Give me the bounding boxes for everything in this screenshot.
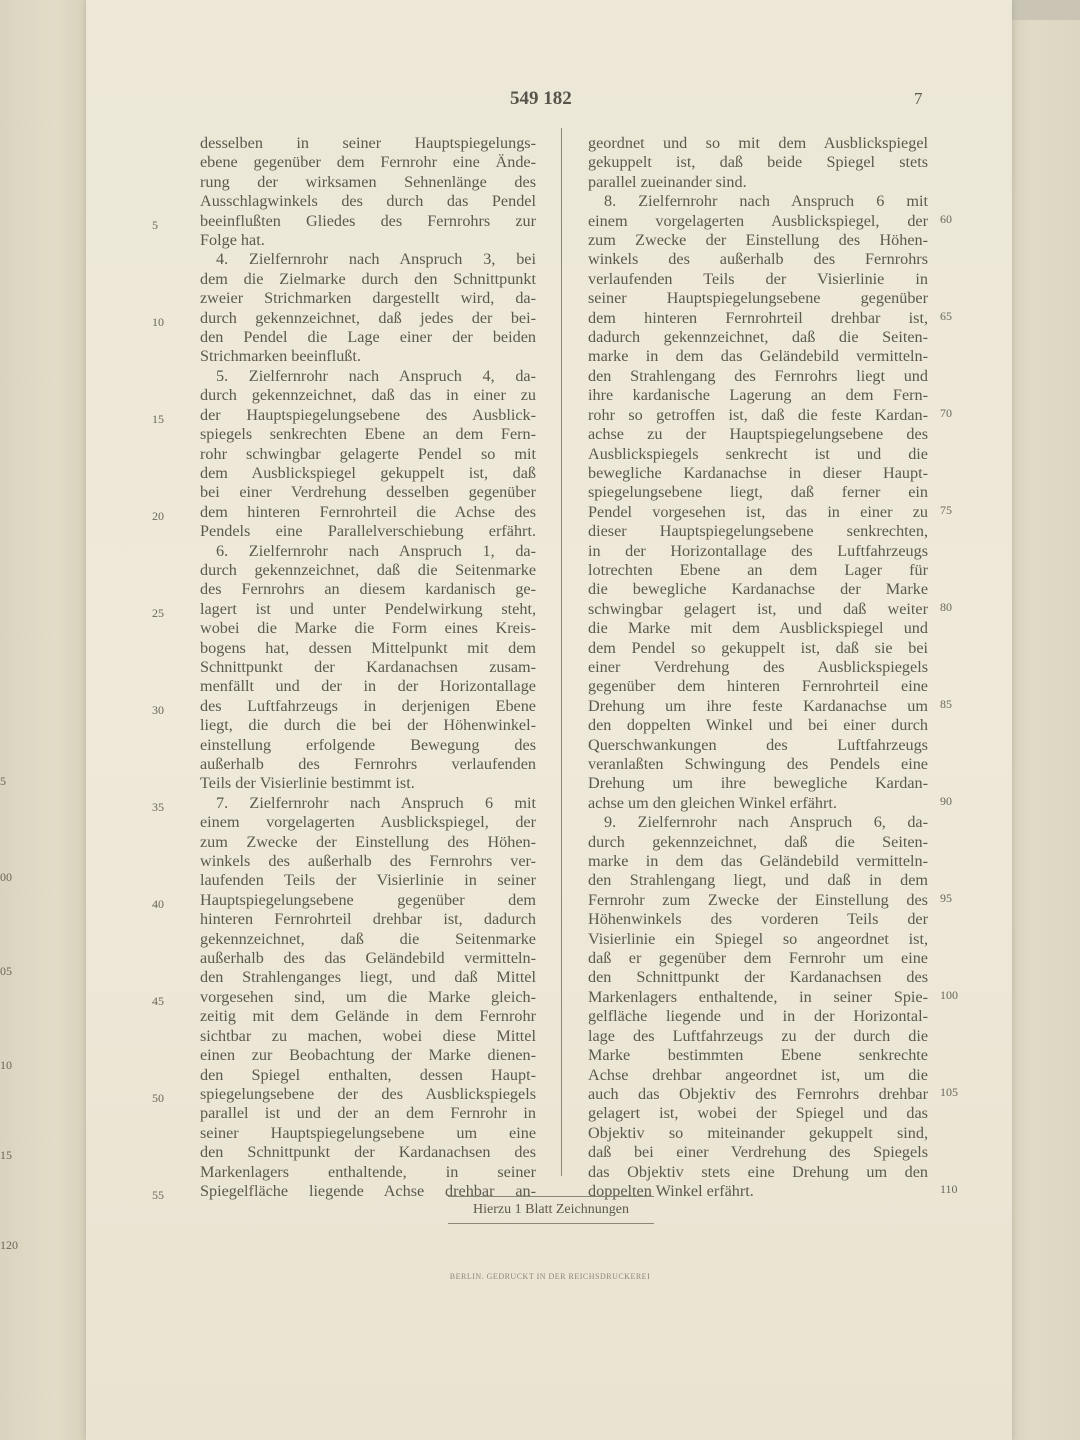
line-number: 30 bbox=[152, 703, 164, 717]
line-number: 75 bbox=[940, 503, 952, 517]
text-line: die Marke mit dem Ausblickspiegel und bbox=[588, 619, 928, 638]
text-line: zweier Strichmarken dargestellt wird, da- bbox=[200, 289, 536, 308]
text-line: verlaufenden Teils der Visierlinie in bbox=[588, 269, 928, 288]
text-line: dem hinteren Fernrohrteil die Achse des bbox=[200, 502, 536, 521]
text-line: sichtbar zu machen, wobei diese Mittel bbox=[200, 1026, 536, 1045]
printer-imprint: BERLIN. GEDRUCKT IN DER REICHSDRUCKEREI bbox=[449, 1272, 651, 1281]
text-line: bei einer Verdrehung desselben gegenüber bbox=[200, 483, 536, 502]
line-number: 110 bbox=[940, 1182, 958, 1196]
text-line: zum Zwecke der Einstellung des Höhen- bbox=[588, 231, 928, 250]
text-line: durch gekennzeichnet, daß die Seitenmarke bbox=[200, 560, 536, 579]
text-line: den Strahlenganges liegt, und daß Mittel bbox=[200, 968, 536, 987]
text-line: einem vorgelagerten Ausblickspiegel, der bbox=[200, 813, 536, 832]
text-line: dem Ausblickspiegel gekuppelt ist, daß bbox=[200, 463, 536, 482]
text-line: 4. Zielfernrohr nach Anspruch 3, bei bbox=[216, 250, 536, 269]
text-line: den Strahlengang des Fernrohrs liegt und bbox=[588, 366, 928, 385]
text-line: wobei die Marke die Form eines Kreis- bbox=[200, 619, 536, 638]
line-number: 120 bbox=[0, 1238, 18, 1252]
line-number: 70 bbox=[940, 406, 952, 420]
line-number: 105 bbox=[940, 1085, 958, 1099]
line-number: 55 bbox=[152, 1188, 164, 1202]
text-line: parallel zueinander sind. bbox=[588, 172, 747, 191]
line-number: 20 bbox=[152, 509, 164, 523]
text-line: den Spiegel enthalten, dessen Haupt- bbox=[200, 1065, 536, 1084]
text-line: den Pendel die Lage einer der beiden bbox=[200, 328, 536, 347]
line-number: 60 bbox=[940, 212, 952, 226]
line-number: 85 bbox=[940, 697, 952, 711]
text-line: rohr schwingbar gelagerte Pendel so mit bbox=[200, 444, 536, 463]
text-line: gelagert ist, wobei der Spiegel und das bbox=[588, 1104, 928, 1123]
text-line: zeitig mit dem Gelände in dem Fernrohr bbox=[200, 1007, 536, 1026]
text-line: Hauptspiegelungsebene gegenüber dem bbox=[200, 890, 536, 909]
text-line: liegt, die durch die bei der Höhenwinkel- bbox=[200, 716, 536, 735]
text-line: einem vorgelagerten Ausblickspiegel, der bbox=[588, 211, 928, 230]
text-line: achse um den gleichen Winkel erfährt. bbox=[588, 793, 837, 812]
text-line: Strichmarken beeinflußt. bbox=[200, 347, 361, 366]
text-line: gelfläche liegende und in der Horizontal- bbox=[588, 1007, 928, 1026]
text-line: beeinflußten Gliedes des Fernrohrs zur bbox=[200, 211, 536, 230]
text-line: des Luftfahrzeugs in derjenigen Ebene bbox=[200, 696, 536, 715]
text-line: gekuppelt ist, daß beide Spiegel stets bbox=[588, 153, 928, 172]
text-line: daß bei einer Verdrehung des Spiegels bbox=[588, 1143, 928, 1162]
text-line: Spiegelfläche liegende Achse drehbar an- bbox=[200, 1181, 536, 1200]
text-line: gegenüber dem hinteren Fernrohrteil eine bbox=[588, 677, 928, 696]
text-line: schwingbar gelagert ist, und daß weiter bbox=[588, 599, 928, 618]
text-line: des Fernrohrs an diesem kardanisch ge- bbox=[200, 580, 536, 599]
text-line: auch das Objektiv des Fernrohrs drehbar bbox=[588, 1084, 928, 1103]
text-line: spiegelungsebene liegt, daß ferner ein bbox=[588, 483, 928, 502]
drawings-note: Hierzu 1 Blatt Zeichnungen bbox=[448, 1196, 654, 1224]
text-line: dem hinteren Fernrohrteil drehbar ist, bbox=[588, 308, 928, 327]
text-line: Markenlagers enthaltende, in seiner Spie- bbox=[588, 987, 928, 1006]
text-line: Folge hat. bbox=[200, 231, 265, 250]
text-line: doppelten Winkel erfährt. bbox=[588, 1181, 754, 1200]
text-line: 6. Zielfernrohr nach Anspruch 1, da- bbox=[216, 541, 536, 560]
text-line: seiner Hauptspiegelungsebene gegenüber bbox=[588, 289, 928, 308]
text-line: einer Verdrehung des Ausblickspiegels bbox=[588, 657, 928, 676]
text-line: laufenden Teils der Visierlinie in seiner bbox=[200, 871, 536, 890]
line-number: 00 bbox=[0, 870, 12, 884]
text-line: rohr so getroffen ist, daß die feste Kardan- bbox=[588, 405, 928, 424]
text-line: den Schnittpunkt der Kardanachsen des bbox=[200, 1143, 536, 1162]
line-number: 90 bbox=[940, 794, 952, 808]
text-line: dem die Zielmarke durch den Schnittpunkt bbox=[200, 269, 536, 288]
text-line: 8. Zielfernrohr nach Anspruch 6 mit bbox=[604, 192, 928, 211]
line-number: 50 bbox=[152, 1091, 164, 1105]
text-line: 5. Zielfernrohr nach Anspruch 4, da- bbox=[216, 366, 536, 385]
text-line: bewegliche Kardanachse in dieser Haupt- bbox=[588, 463, 928, 482]
text-line: dieser Hauptspiegelungsebene senkrechten, bbox=[588, 522, 928, 541]
text-line: marke in dem das Geländebild vermitteln- bbox=[588, 852, 928, 871]
text-line: desselben in seiner Hauptspiegelungs- bbox=[200, 134, 536, 152]
line-number: 15 bbox=[152, 412, 164, 426]
text-line: einen zur Beobachtung der Marke dienen- bbox=[200, 1046, 536, 1065]
text-column-right bbox=[588, 134, 928, 1201]
text-line: veranlaßten Schwingung des Pendels eine bbox=[588, 755, 928, 773]
text-line: winkels des außerhalb des Fernrohrs ver- bbox=[200, 852, 536, 871]
text-line: Achse drehbar angeordnet ist, um die bbox=[588, 1065, 928, 1084]
text-line: geordnet und so mit dem Ausblickspiegel bbox=[588, 134, 928, 152]
text-line: Fernrohr zum Zwecke der Einstellung des bbox=[588, 890, 928, 909]
text-line: Teils der Visierlinie bestimmt ist. bbox=[200, 774, 415, 793]
text-line: in der Horizontallage des Luftfahrzeugs bbox=[588, 541, 928, 560]
text-line: zum Zwecke der Einstellung des Höhen- bbox=[200, 832, 536, 851]
text-line: menfällt und der in der Horizontallage bbox=[200, 677, 536, 696]
text-line: Drehung um ihre bewegliche Kardan- bbox=[588, 774, 928, 793]
line-number: 5 bbox=[152, 218, 158, 232]
text-line: gekennzeichnet, daß die Seitenmarke bbox=[200, 929, 536, 948]
text-line: Markenlagers enthaltende, in seiner bbox=[200, 1162, 536, 1181]
text-line: außerhalb des Fernrohrs verlaufenden bbox=[200, 755, 536, 773]
text-line: lage des Luftfahrzeugs zu der durch die bbox=[588, 1026, 928, 1045]
text-line: einstellung erfolgende Bewegung des bbox=[200, 735, 536, 754]
text-line: den Schnittpunkt der Kardanachsen des bbox=[588, 968, 928, 987]
text-line: Querschwankungen des Luftfahrzeugs bbox=[588, 735, 928, 754]
text-line: dem Pendel so gekuppelt ist, daß sie bei bbox=[588, 638, 928, 657]
text-line: dadurch gekennzeichnet, daß die Seiten- bbox=[588, 328, 928, 347]
text-line: ebene gegenüber dem Fernrohr eine Ände- bbox=[200, 153, 536, 172]
line-number: 15 bbox=[0, 1148, 12, 1162]
text-line: spiegelungsebene der des Ausblickspiegels bbox=[200, 1084, 536, 1103]
text-line: durch gekennzeichnet, daß das in einer zu bbox=[200, 386, 536, 405]
text-line: Drehung um ihre feste Kardanachse um bbox=[588, 696, 928, 715]
line-number: 5 bbox=[0, 774, 6, 788]
line-number: 45 bbox=[152, 994, 164, 1008]
text-line: marke in dem das Geländebild vermitteln- bbox=[588, 347, 928, 366]
line-number: 35 bbox=[152, 800, 164, 814]
line-number: 10 bbox=[0, 1058, 12, 1072]
text-line: den Strahlengang liegt, und daß in dem bbox=[588, 871, 928, 890]
text-line: Objektiv so miteinander gekuppelt sind, bbox=[588, 1123, 928, 1142]
text-line: bogens hat, dessen Mittelpunkt mit dem bbox=[200, 638, 536, 657]
line-number: 65 bbox=[940, 309, 952, 323]
text-line: der Hauptspiegelungsebene des Ausblick- bbox=[200, 405, 536, 424]
text-line: 7. Zielfernrohr nach Anspruch 6 mit bbox=[216, 793, 536, 812]
line-number: 05 bbox=[0, 964, 12, 978]
text-line: Pendels eine Parallelverschiebung erfährt. bbox=[200, 522, 536, 541]
adjacent-page-left bbox=[0, 0, 90, 1440]
text-line: durch gekennzeichnet, daß die Seiten- bbox=[588, 832, 928, 851]
text-line: Höhenwinkels des vorderen Teils der bbox=[588, 910, 928, 929]
text-line: achse zu der Hauptspiegelungsebene des bbox=[588, 425, 928, 444]
text-line: außerhalb des das Geländebild vermitteln- bbox=[200, 949, 536, 968]
text-line: den doppelten Winkel und bei einer durch bbox=[588, 716, 928, 735]
text-line: daß er gegenüber dem Fernrohr um eine bbox=[588, 949, 928, 968]
line-number: 95 bbox=[940, 891, 952, 905]
text-line: vorgesehen sind, um die Marke gleich- bbox=[200, 987, 536, 1006]
text-line: rung der wirksamen Sehnenlänge des bbox=[200, 172, 536, 191]
text-line: Ausschlagwinkels des durch das Pendel bbox=[200, 192, 536, 211]
text-column-left bbox=[200, 134, 536, 1201]
text-line: Ausblickspiegels senkrecht ist und die bbox=[588, 444, 928, 463]
text-line: hinteren Fernrohrteil drehbar ist, dadurch bbox=[200, 910, 536, 929]
text-line: ihre kardanische Lagerung an dem Fern- bbox=[588, 386, 928, 405]
line-number: 25 bbox=[152, 606, 164, 620]
text-line: lagert ist und unter Pendelwirkung steht, bbox=[200, 599, 536, 618]
text-line: 9. Zielfernrohr nach Anspruch 6, da- bbox=[604, 813, 928, 832]
text-line: durch gekennzeichnet, daß jedes der bei- bbox=[200, 308, 536, 327]
line-number: 80 bbox=[940, 600, 952, 614]
patent-number: 549 182 bbox=[510, 88, 572, 109]
text-line: winkels des außerhalb des Fernrohrs bbox=[588, 250, 928, 269]
text-line: das Objektiv stets eine Drehung um den bbox=[588, 1162, 928, 1181]
line-number: 10 bbox=[152, 315, 164, 329]
text-line: lotrechten Ebene an dem Lager für bbox=[588, 560, 928, 579]
text-line: Pendel vorgesehen ist, das in einer zu bbox=[588, 502, 928, 521]
text-line: Schnittpunkt der Kardanachsen zusam- bbox=[200, 657, 536, 676]
text-line: seiner Hauptspiegelungsebene um eine bbox=[200, 1123, 536, 1142]
column-divider bbox=[561, 128, 562, 1176]
text-line: die bewegliche Kardanachse der Marke bbox=[588, 580, 928, 599]
text-line: Visierlinie ein Spiegel so angeordnet ist, bbox=[588, 929, 928, 948]
text-line: Marke bestimmten Ebene senkrechte bbox=[588, 1046, 928, 1065]
text-line: parallel ist und der an dem Fernrohr in bbox=[200, 1104, 536, 1123]
text-line: spiegels senkrechten Ebene an dem Fern- bbox=[200, 425, 536, 444]
page-number: 7 bbox=[914, 89, 923, 108]
line-number: 100 bbox=[940, 988, 958, 1002]
line-number: 40 bbox=[152, 897, 164, 911]
